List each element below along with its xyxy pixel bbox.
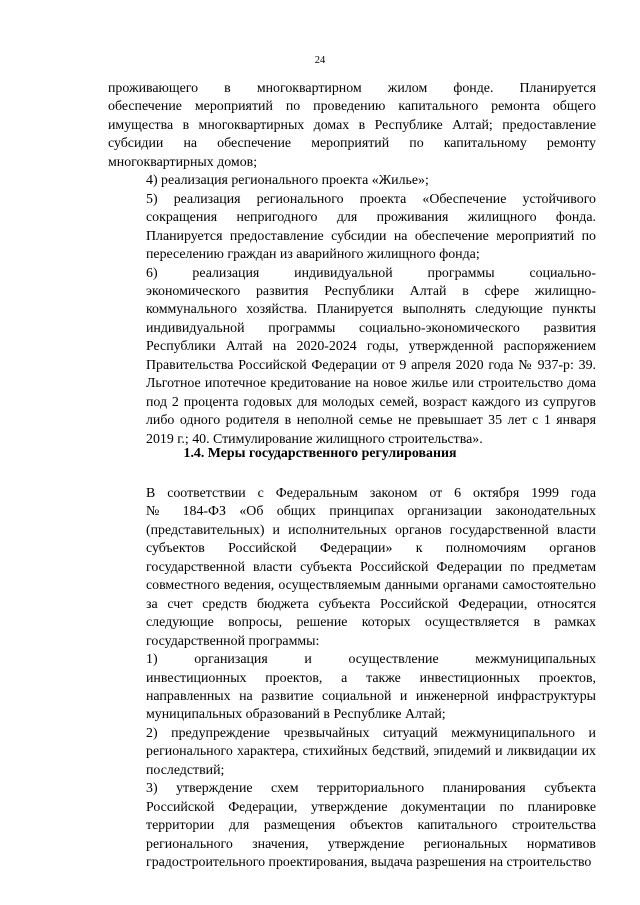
text-line: переселению граждан из аварийного жилищного фонда; [146,247,480,263]
text-line: под 2 процента годовых для молодых семей, возраст каждого из супругов [146,394,596,410]
text-line: регионального характера, стихийных бедствий, эпидемий и ликвидации их [146,744,596,760]
text-line: многоквартирных домов; [108,154,258,170]
text-line: следующие вопросы, решение которых осуществляется в рамках [146,615,596,631]
page-number: 24 [314,55,326,66]
text-line: (представительных) и исполнительных органов государственной власти [146,522,596,538]
text-line: имущества в многоквартирных домах в Республике Алтай; предоставление [108,117,596,133]
paragraph [108,651,596,725]
section-heading: 1.4. Меры государственного регулирования [183,446,457,461]
text-line: 1) организация и осуществление межмуниципальных [146,652,596,668]
text-line: регионального значения, утверждение региональных нормативов [146,836,596,852]
text-line: совместного ведения, осуществляемым данными органами самостоятельно [146,578,596,594]
text-line: государственной программы: [146,633,320,649]
text-line: 5) реализация регионального проекта «Обеспечение устойчивого [146,191,596,207]
paragraph [108,191,596,265]
text-line: муниципальных образований в Республике Алтай; [146,707,446,723]
text-line: Республики Алтай на 2020-2024 годы, утвержденной распоряжением [146,339,596,355]
text-line: 2) предупреждение чрезвычайных ситуаций межмуниципального и [146,725,596,741]
text-line: градостроительного проектирования, выдача разрешения на строительство [146,855,592,871]
text-line: государственной власти субъекта Российской Федерации по предметам [146,559,596,575]
text-line: проживающего в многоквартирном жилом фонде. Планируется [108,81,596,96]
text-line: территории для размещения объектов капитального строительства [146,818,596,834]
paragraph [108,725,596,780]
text-line: субъектов Российской Федерации» к полномочиям органов [146,541,596,557]
text-line: 2019 г.; 40. Стимулирование жилищного строительства». [146,431,483,447]
text-line: направленных на развитие социальной и инженерной инфраструктуры [146,688,596,704]
text-line: Российской Федерации, утверждение документации по планировке [146,799,596,815]
text-line: инвестиционных проектов, а также инвестиционных проектов, [146,670,596,686]
text-line: 3) утверждение схем территориального планирования субъекта [146,781,596,797]
text-line: последствий; [146,762,225,778]
text-line: 4) реализация регионального проекта «Жилье»; [146,173,429,189]
text-line: либо одного родителя в неполной семье не превышает 35 лет с 1 января [146,413,596,429]
paragraph [108,80,596,172]
paragraph [108,172,596,190]
text-line: обеспечение мероприятий по проведению капитального ремонта общего [108,99,596,115]
text-block-top [108,80,596,449]
text-line: Правительства Российской Федерации от 9 апреля 2020 года № 937-р: 39. [146,357,596,373]
text-line: Планируется предоставление субсидии на обеспечение мероприятий по [146,228,596,244]
text-line: № 184-ФЗ «Об общих принципах организации законодательных [146,504,596,520]
text-line: индивидуальной программы социально-экономического развития [146,320,596,336]
text-line: В соответствии с Федеральным законом от 6 октября 1999 года [146,486,596,501]
text-line: субсидии на обеспечение мероприятий по капитальному ремонту [108,136,596,152]
text-line: Льготное ипотечное кредитование на новое жилье или строительство дома [146,376,596,392]
text-line: 6) реализация индивидуальной программы социально- [146,265,596,281]
text-line: экономического развития Республики Алтай в сфере жилищно- [146,283,596,299]
paragraph [108,265,596,450]
paragraph [108,485,596,651]
text-line: коммунального хозяйства. Планируется выполнять следующие пункты [146,302,596,318]
paragraph [108,780,596,872]
text-line: за счет средств бюджета субъекта Российской Федерации, относятся [146,596,596,612]
text-block-bottom [108,485,596,873]
text-line: сокращения непригодного для проживания жилищного фонда. [146,210,596,226]
